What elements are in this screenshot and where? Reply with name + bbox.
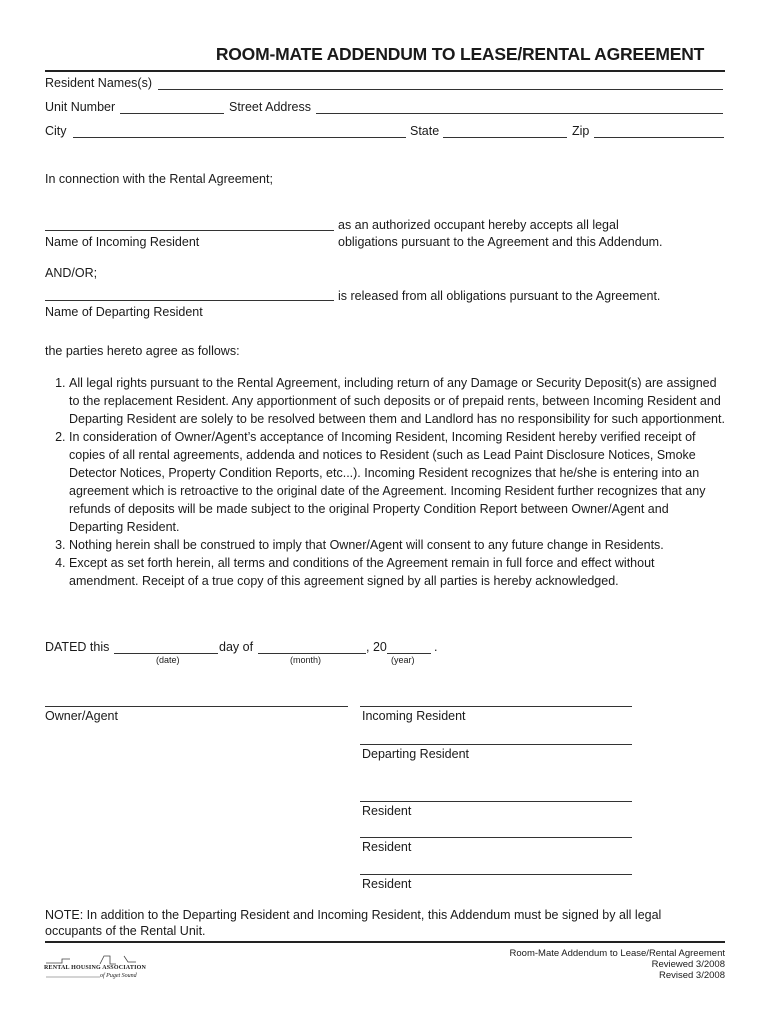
resident-signature-label: Resident — [362, 877, 412, 891]
page-title: ROOM-MATE ADDENDUM TO LEASE/RENTAL AGREEMENT — [215, 44, 705, 64]
zip-label: Zip — [572, 124, 590, 138]
departing-statement: is released from all obligations pursuant to the Agreement. — [338, 289, 661, 303]
dated-prefix: DATED this — [45, 640, 110, 654]
state-field[interactable] — [443, 137, 567, 138]
month-field[interactable] — [258, 653, 366, 654]
note-line-1: NOTE: In addition to the Departing Resident and Incoming Resident, this Addendum must be signed by all legal — [45, 908, 662, 922]
incoming-statement: as an authorized occupant hereby accepts all legal — [338, 218, 619, 232]
and-or-text: AND/OR; — [45, 266, 98, 280]
incoming-resident-signature-label: Incoming Resident — [362, 709, 466, 723]
owner-agent-label: Owner/Agent — [45, 709, 118, 723]
footer-reviewed: Reviewed 3/2008 — [651, 959, 725, 970]
clause-item: 3. Nothing herein shall be construed to imply that Owner/Agent will consent to any future change in Residents. — [69, 536, 726, 554]
month-hint: (month) — [290, 655, 322, 665]
city-field[interactable] — [73, 137, 406, 138]
logo-text: RENTAL HOUSING ASSOCIATION — [44, 965, 147, 971]
departing-resident-name-field[interactable] — [45, 300, 334, 301]
clause-item: 1. All legal rights pursuant to the Rental Agreement, including return of any Damage or Security Deposit(s) are assigned to the replacement Resident. Any apportionment of such deposits or of prepaid rents, between Incoming Resident and Departing Resident are solely to be resolved between them and Landlord has no responsibility for such apportionment. — [69, 374, 726, 428]
resident-signature-label: Resident — [362, 840, 412, 854]
year-hint: (year) — [391, 655, 415, 665]
resident-signature-line[interactable] — [360, 837, 632, 838]
date-field[interactable] — [114, 653, 218, 654]
footer-revised: Revised 3/2008 — [658, 970, 725, 981]
resident-names-label: Resident Names(s) — [45, 76, 152, 90]
title-rule — [45, 70, 725, 72]
incoming-resident-signature-line[interactable] — [360, 706, 632, 707]
unit-number-field[interactable] — [120, 113, 224, 114]
incoming-statement-cont: obligations pursuant to the Agreement and this Addendum. — [338, 235, 663, 249]
zip-field[interactable] — [594, 137, 724, 138]
logo-subtext: of Puget Sound — [100, 973, 137, 979]
departing-resident-signature-label: Departing Resident — [362, 747, 470, 761]
note-line-2: occupants of the Rental Unit. — [45, 924, 206, 938]
street-address-field[interactable] — [316, 113, 723, 114]
clause-item: 2. In consideration of Owner/Agent’s acceptance of Incoming Resident, Incoming Resident hereby verified receipt of copies of all rental agreements, addenda and notices to Resident (such as Lead Paint Disclosure Notices, Smoke Detector Notices, Property Condition Reports, etc...). Incoming Resident recognizes that he/she is entering into an agreement which is retroactive to the original date of the Agreement. Incoming Resident further recognizes that any refunds of deposits will be made subject to the original Property Condition Report between Owner/Agent and Departing Resident. — [69, 428, 726, 536]
departing-resident-label: Name of Departing Resident — [45, 305, 203, 319]
clause-item: 4. Except as set forth herein, all terms and conditions of the Agreement remain in full force and effect without amendment. Receipt of a true copy of this agreement signed by all parties is hereby acknowledged. — [69, 554, 726, 590]
unit-number-label: Unit Number — [45, 100, 116, 114]
intro-text: In connection with the Rental Agreement; — [45, 172, 273, 186]
street-address-label: Street Address — [229, 100, 311, 114]
resident-signature-label: Resident — [362, 804, 412, 818]
year-field[interactable] — [387, 653, 431, 654]
resident-signature-line[interactable] — [360, 801, 632, 802]
departing-resident-signature-line[interactable] — [360, 744, 632, 745]
city-label: City — [45, 124, 67, 138]
incoming-resident-name-field[interactable] — [45, 230, 334, 231]
date-hint: (date) — [156, 655, 180, 665]
owner-agent-signature-line[interactable] — [45, 706, 348, 707]
state-label: State — [410, 124, 440, 138]
agree-text: the parties hereto agree as follows: — [45, 344, 240, 358]
resident-signature-line[interactable] — [360, 874, 632, 875]
resident-names-field[interactable] — [158, 89, 723, 90]
dated-suffix: . — [434, 640, 438, 654]
dated-year-prefix: , 20 — [366, 640, 387, 654]
footer-rule — [45, 941, 725, 943]
footer-doc-name: Room-Mate Addendum to Lease/Rental Agreement — [509, 948, 725, 959]
clauses-list — [46, 374, 726, 590]
dated-day-of: day of — [219, 640, 254, 654]
incoming-resident-label: Name of Incoming Resident — [45, 235, 200, 249]
